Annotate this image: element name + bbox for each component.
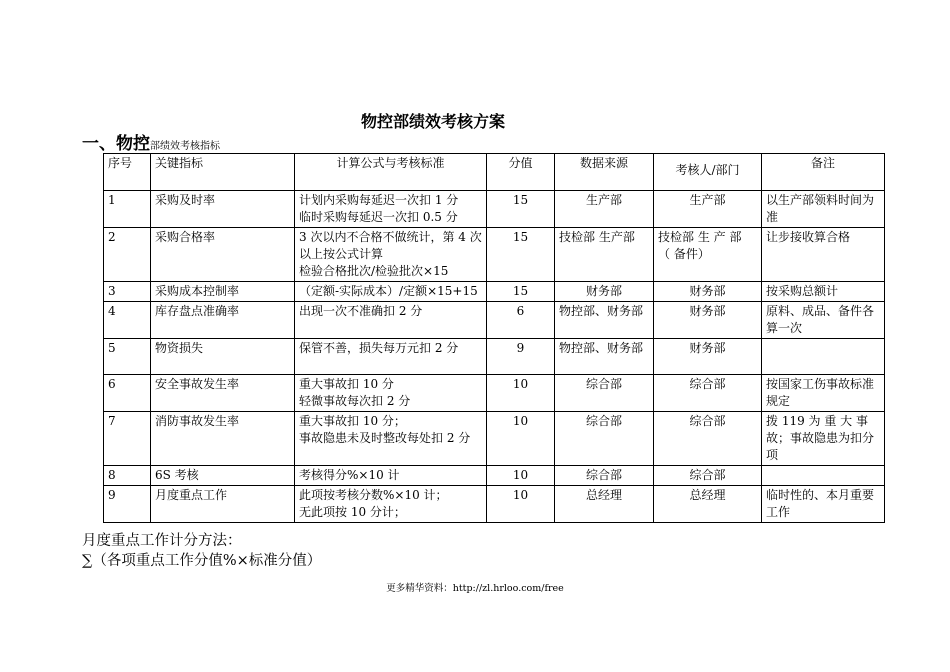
formula-line: 保管不善，损失每万元扣 2 分: [299, 341, 459, 355]
cell-score: 10: [487, 375, 555, 412]
formula-line: 检验合格批次/检验批次×15: [299, 264, 449, 278]
cell-no: 8: [104, 466, 151, 486]
formula-line: 3 次以内不合格不做统计，第 4 次以上按公式计算: [299, 230, 482, 261]
cell-assessor: 生产部: [654, 191, 762, 228]
cell-source: 物控部、财务部: [555, 339, 654, 375]
cell-remark: [762, 339, 885, 375]
table-row: [104, 339, 885, 375]
cell-no: 3: [104, 282, 151, 302]
cell-indicator: 物资损失: [151, 339, 295, 375]
formula-line: 考核得分%×10 计: [299, 468, 400, 482]
table-row: [104, 302, 885, 339]
cell-source: 生产部: [555, 191, 654, 228]
cell-score: 6: [487, 302, 555, 339]
cell-formula: [295, 375, 487, 412]
cell-assessor: 财务部: [654, 302, 762, 339]
cell-no: 7: [104, 412, 151, 466]
cell-remark: 按采购总额计: [762, 282, 885, 302]
cell-score: 10: [487, 412, 555, 466]
table-row: [104, 191, 885, 228]
cell-indicator: 月度重点工作: [151, 486, 295, 523]
header-remark: 备注: [762, 154, 885, 191]
cell-no: 4: [104, 302, 151, 339]
cell-remark: 原料、成品、备件各算一次: [762, 302, 885, 339]
cell-formula: [295, 339, 487, 375]
header-assessor: 考核人/部门: [654, 154, 762, 191]
cell-source: 财务部: [555, 282, 654, 302]
cell-formula: [295, 466, 487, 486]
cell-score: 15: [487, 228, 555, 282]
cell-indicator: 采购及时率: [151, 191, 295, 228]
cell-no: 1: [104, 191, 151, 228]
cell-remark: 让步接收算合格: [762, 228, 885, 282]
cell-score: 10: [487, 466, 555, 486]
formula-line: （定额-实际成本）/定额×15+15: [299, 284, 478, 298]
formula-line: 此项按考核分数%×10 计；: [299, 488, 448, 502]
footer-link-text: 更多精华资料：http://zl.hrloo.com/free: [386, 583, 564, 594]
cell-formula: [295, 191, 487, 228]
cell-score: 9: [487, 339, 555, 375]
cell-source: 综合部: [555, 375, 654, 412]
document-title: 物控部绩效考核方案: [360, 112, 505, 131]
header-no: 序号: [104, 154, 151, 191]
cell-assessor: 财务部: [654, 339, 762, 375]
cell-source: 技检部 生产部: [555, 228, 654, 282]
formula-line: 重大事故扣 10 分；: [299, 414, 406, 428]
cell-source: 综合部: [555, 466, 654, 486]
cell-source: 物控部、财务部: [555, 302, 654, 339]
cell-formula: [295, 412, 487, 466]
header-indicator: 关键指标: [151, 154, 295, 191]
cell-no: 6: [104, 375, 151, 412]
cell-formula: [295, 302, 487, 339]
cell-assessor: 总经理: [654, 486, 762, 523]
table-row: [104, 486, 885, 523]
table-row: [104, 228, 885, 282]
cell-indicator: 采购成本控制率: [151, 282, 295, 302]
cell-remark: 拨 119 为 重 大 事故；事故隐患为扣分项: [762, 412, 885, 466]
cell-source: 总经理: [555, 486, 654, 523]
formula-line: 轻微事故每次扣 2 分: [299, 394, 411, 408]
formula-line: 计划内采购每延迟一次扣 1 分: [299, 193, 459, 207]
cell-indicator: 库存盘点准确率: [151, 302, 295, 339]
cell-indicator: 采购合格率: [151, 228, 295, 282]
cell-indicator: 消防事故发生率: [151, 412, 295, 466]
cell-remark: 按国家工伤事故标准规定: [762, 375, 885, 412]
cell-score: 10: [487, 486, 555, 523]
table-row: [104, 466, 885, 486]
cell-assessor: 综合部: [654, 375, 762, 412]
cell-formula: [295, 228, 487, 282]
header-score: 分值: [487, 154, 555, 191]
cell-remark: [762, 466, 885, 486]
formula-line: 无此项按 10 分计；: [299, 505, 406, 519]
header-source: 数据来源: [555, 154, 654, 191]
cell-assessor: 财务部: [654, 282, 762, 302]
formula-line: 重大事故扣 10 分: [299, 377, 394, 391]
formula-line: 临时采购每延迟一次扣 0.5 分: [299, 210, 458, 224]
table-header-row: [104, 154, 885, 191]
cell-source: 综合部: [555, 412, 654, 466]
kpi-table: [103, 153, 885, 523]
cell-formula: [295, 282, 487, 302]
cell-no: 5: [104, 339, 151, 375]
cell-indicator: 安全事故发生率: [151, 375, 295, 412]
cell-assessor: 综合部: [654, 466, 762, 486]
cell-score: 15: [487, 282, 555, 302]
formula-line: 事故隐患未及时整改每处扣 2 分: [299, 431, 471, 445]
cell-score: 15: [487, 191, 555, 228]
table-row: [104, 412, 885, 466]
formula-line: 出现一次不准确扣 2 分: [299, 304, 423, 318]
scoring-method-formula: ∑（各项重点工作分值%×标准分值）: [82, 553, 322, 569]
cell-remark: 临时性的、本月重要工作: [762, 486, 885, 523]
cell-indicator: 6S 考核: [151, 466, 295, 486]
scoring-method-label: 月度重点工作计分方法：: [82, 533, 242, 549]
cell-assessor: 综合部: [654, 412, 762, 466]
scoring-method: [82, 531, 321, 571]
cell-assessor: 技检部 生 产 部 （ 备件）: [654, 228, 762, 282]
cell-no: 9: [104, 486, 151, 523]
table-row: [104, 375, 885, 412]
cell-no: 2: [104, 228, 151, 282]
header-formula: 计算公式与考核标准: [295, 154, 487, 191]
cell-remark: 以生产部领料时间为准: [762, 191, 885, 228]
section-heading-main: 一、物控: [82, 134, 150, 154]
cell-formula: [295, 486, 487, 523]
table-row: [104, 282, 885, 302]
section-heading-sub: 部绩效考核指标: [150, 141, 220, 152]
